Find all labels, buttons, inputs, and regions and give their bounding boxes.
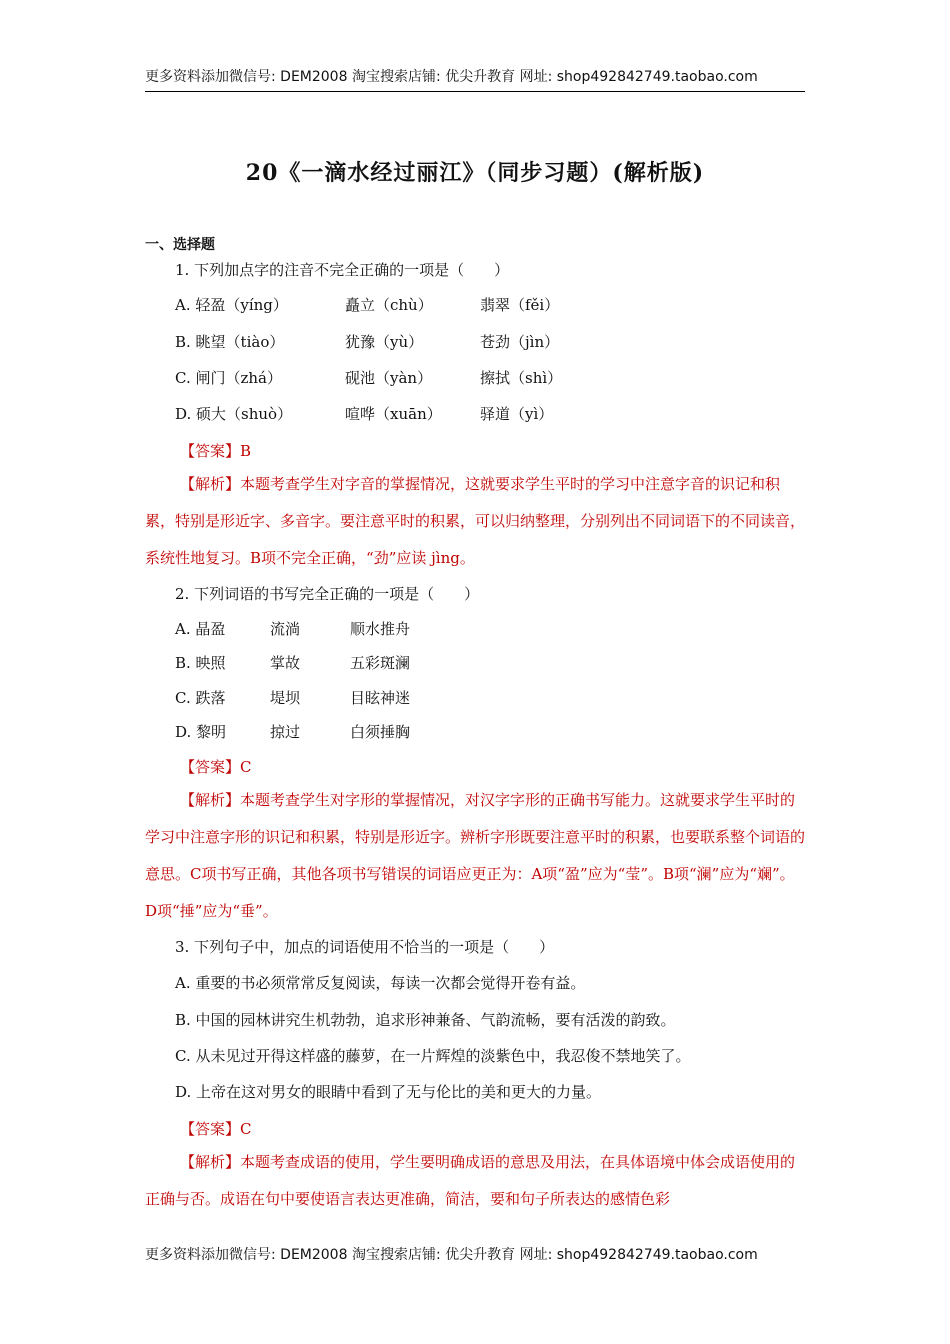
- question-1-stem: 1. 下列加点字的注音不完全正确的一项是（ ）: [175, 261, 510, 279]
- option-item: 掠过: [270, 723, 301, 741]
- question-3-option-b: B. 中国的园林讲究生机勃勃，追求形神兼备、气韵流畅，要有活泼的韵致。: [175, 1011, 676, 1029]
- option-item: C. 跌落: [175, 689, 226, 707]
- question-1-option-d: [175, 403, 554, 424]
- option-item: 喧哗（xuān）: [345, 405, 442, 423]
- question-3-option-c: C. 从未见过开得这样盛的藤萝，在一片辉煌的淡紫色中，我忍俊不禁地笑了。: [175, 1047, 691, 1065]
- page-footer: 更多资料添加微信号: DEM2008 淘宝搜索店铺: 优尖升教育 网址: shop492842749.taobao.com: [145, 1247, 758, 1263]
- question-2-option-b: [175, 652, 411, 673]
- option-item: 流淌: [270, 620, 301, 638]
- option-item: 擦拭（shì）: [480, 369, 563, 387]
- question-1-analysis: 【解析】本题考查学生对字音的掌握情况，这就要求学生平时的学习中注意字音的识记和积累，特别是形近字、多音字。要注意平时的积累，可以归纳整理，分别列出不同词语下的不同读音，系统性地复习。B项不完全正确，“劲”应读 jìng。: [145, 475, 806, 567]
- question-1-answer: 【答案】B: [180, 442, 252, 460]
- question-3-stem: 3. 下列句子中，加点的词语使用不恰当的一项是（ ）: [175, 938, 555, 956]
- question-2-option-a: [175, 618, 411, 639]
- question-1-option-c: [175, 367, 563, 388]
- question-1-option-b: [175, 331, 560, 352]
- question-3-analysis: 【解析】本题考查成语的使用，学生要明确成语的意思及用法，在具体语境中体会成语使用的正确与否。成语在句中要使语言表达更准确，简洁，要和句子所表达的感情色彩: [145, 1153, 796, 1208]
- option-item: 驿道（yì）: [480, 405, 554, 423]
- option-item: 顺水推舟: [350, 620, 411, 638]
- option-item: D. 硕大（shuò）: [175, 405, 293, 423]
- option-item: B. 眺望（tiào）: [175, 333, 285, 351]
- question-1-option-a: [175, 294, 560, 315]
- option-item: 苍劲（jìn）: [480, 333, 560, 351]
- option-item: 翡翠（fěi）: [480, 296, 560, 314]
- option-item: B. 映照: [175, 654, 226, 672]
- option-item: 犹豫（yù）: [345, 333, 424, 351]
- option-item: 五彩斑澜: [350, 654, 411, 672]
- question-2-analysis: 【解析】本题考查学生对字形的掌握情况，对汉字字形的正确书写能力。这就要求学生平时的学习中注意字形的识记和积累，特别是形近字。辨析字形既要注意平时的积累，也要联系整个词语的意思。C项书写正确，其他各项书写错误的词语应更正为：A项“盈”应为“莹”。B项“澜”应为“斓”。D项“捶”应为“垂”。: [145, 791, 806, 920]
- question-2-stem: 2. 下列词语的书写完全正确的一项是（ ）: [175, 585, 480, 603]
- question-3-option-a: A. 重要的书必须常常反复阅读，每读一次都会觉得开卷有益。: [175, 974, 586, 992]
- option-item: A. 晶盈: [175, 620, 226, 638]
- option-item: 矗立（chù）: [345, 296, 433, 314]
- question-3-option-d: D. 上帝在这对男女的眼睛中看到了无与伦比的美和更大的力量。: [175, 1083, 602, 1101]
- question-2-answer: 【答案】C: [180, 758, 252, 776]
- option-item: 砚池（yàn）: [345, 369, 433, 387]
- page-header: 更多资料添加微信号: DEM2008 淘宝搜索店铺: 优尖升教育 网址: shop492842749.taobao.com: [145, 66, 805, 92]
- option-item: 白须捶胸: [350, 723, 411, 741]
- option-item: 堤坝: [270, 689, 301, 707]
- question-2-option-c: [175, 687, 411, 708]
- question-2-option-d: [175, 721, 411, 742]
- option-item: D. 黎明: [175, 723, 227, 741]
- option-item: A. 轻盈（yíng）: [175, 296, 288, 314]
- page-title: 20《一滴水经过丽江》（同步习题）(解析版): [245, 160, 705, 186]
- option-item: 目眩神迷: [350, 689, 411, 707]
- question-3-answer: 【答案】C: [180, 1120, 252, 1138]
- section-heading: 一、选择题: [145, 237, 215, 253]
- option-item: C. 闸门（zhá）: [175, 369, 282, 387]
- option-item: 掌故: [270, 654, 301, 672]
